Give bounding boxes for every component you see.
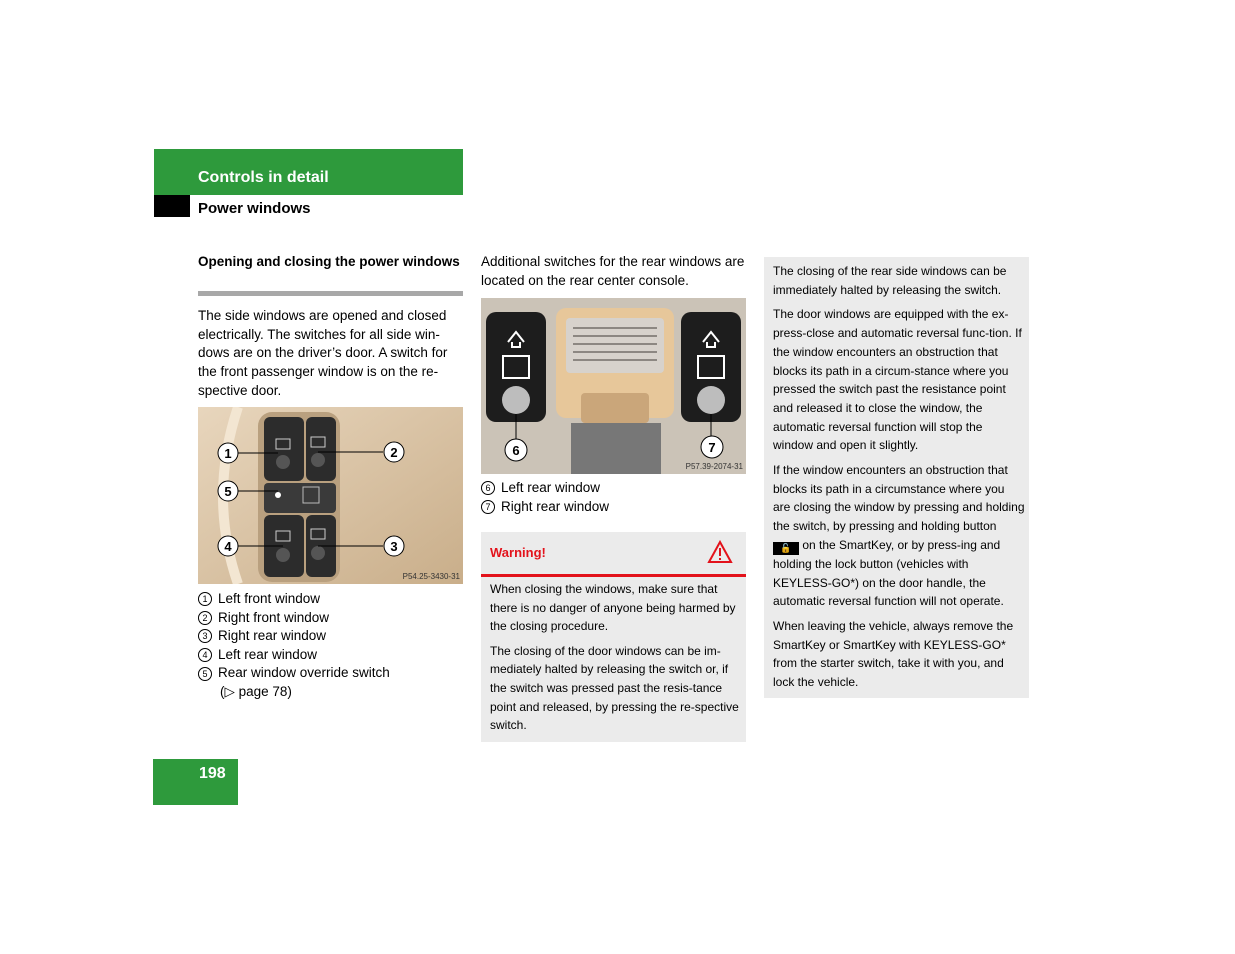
- warning-title: Warning!: [490, 545, 546, 560]
- callout-6: 6: [512, 443, 520, 458]
- note-paragraph: When leaving the vehicle, always remove the SmartKey or SmartKey with KEYLESS-GO* from the starter switch, take it with you, and lock the vehicle.: [773, 618, 1014, 690]
- note-paragraph: The closing of the rear side windows can be immediately halted by releasing the switch.: [773, 264, 1007, 297]
- heading-opening-closing: Opening and closing the power windows: [198, 254, 460, 269]
- door-switch-illustration: [198, 407, 463, 584]
- legend-item: [481, 498, 746, 517]
- legend-label: Left rear window: [218, 646, 318, 662]
- warning-paragraph: The closing of the door windows can be im-mediately halted by releasing the switch or, if the switch was pressed past the resis-tance point and released, by pressing the re-spective switch.: [490, 643, 739, 733]
- legend-number: 2: [198, 611, 212, 625]
- rear-console-figure: [481, 298, 746, 474]
- smartkey-lock-button-icon: 🔓: [773, 542, 799, 555]
- warning-triangle-icon: [707, 540, 733, 569]
- note-text: [773, 262, 1025, 698]
- legend-label: Left front window: [218, 591, 321, 606]
- page-number: 198: [199, 765, 226, 782]
- callout-3: 3: [390, 539, 398, 554]
- legend-label: Right rear window: [218, 628, 327, 644]
- legend-number: 3: [198, 629, 212, 643]
- legend-label: Right rear window: [501, 498, 610, 514]
- legend-item: [198, 609, 463, 628]
- note-p3-end: on the SmartKey, or by press-ing and holding the lock button (vehicles with KEYLESS-GO*) on the door handle, the automatic reversal function will not operate.: [773, 537, 1004, 609]
- section-title: Controls in detail: [198, 169, 329, 186]
- legend-label: Right front window: [218, 609, 330, 625]
- legend-item: [198, 664, 463, 683]
- heading-rule: [198, 291, 463, 296]
- legend-number: 7: [481, 500, 495, 514]
- warning-paragraph: When closing the windows, make sure that there is no danger of anyone being harmed by the closing procedure.: [490, 582, 736, 634]
- warning-header: [481, 532, 746, 577]
- note-paragraph: The door windows are equipped with the ex-press-close and automatic reversal func-tion. If the window encounters an obstruction that blocks its path in a circum-stance where you pressed the switch past the resistance point and released it to close the window, the automatic reversal function will stop the window and open it slightly.: [773, 307, 1022, 453]
- rear-console-illustration: [481, 298, 746, 474]
- callout-5: 5: [224, 484, 232, 499]
- legend-number: 1: [198, 592, 212, 606]
- legend-rear: [481, 479, 746, 516]
- header-marker: [154, 195, 190, 217]
- figure1-code: P54.25-3430-31: [402, 572, 460, 581]
- figure2-code: P57.39-2074-31: [685, 462, 743, 471]
- callout-4: 4: [224, 539, 232, 554]
- legend-number: 6: [481, 481, 495, 495]
- legend-item: [481, 479, 746, 498]
- legend-label: Left rear window: [501, 480, 601, 495]
- legend-item: [198, 646, 463, 665]
- intro-paragraph: The side windows are opened and closed electrically. The switches for all side win-dows are on the driver’s door. A switch for the front passenger window is on the re-spective door.: [198, 308, 448, 398]
- note-p3-start: If the window encounters an obstruction that blocks its path in a circumstance where you are closing the window by pressing and holding the switch, by pressing and holding button: [773, 463, 1025, 534]
- note-paragraph: [773, 461, 1025, 611]
- legend-front: [198, 590, 463, 702]
- legend-item: [198, 590, 463, 609]
- door-switch-figure: [198, 407, 463, 584]
- legend-item: [198, 627, 463, 646]
- callout-1: 1: [224, 446, 232, 461]
- warning-text: [490, 580, 740, 741]
- note-box: [764, 257, 1029, 698]
- callout-2: 2: [390, 445, 398, 460]
- legend-label: Rear window override switch: [218, 665, 390, 681]
- subsection-title: Power windows: [198, 200, 311, 217]
- page-reference: (▷ page 78): [220, 683, 292, 699]
- additional-paragraph: Additional switches for the rear windows are located on the rear center console.: [481, 254, 745, 288]
- legend-number: 4: [198, 648, 212, 662]
- callout-7: 7: [708, 440, 716, 455]
- warning-box: [481, 532, 746, 742]
- legend-number: 5: [198, 667, 212, 681]
